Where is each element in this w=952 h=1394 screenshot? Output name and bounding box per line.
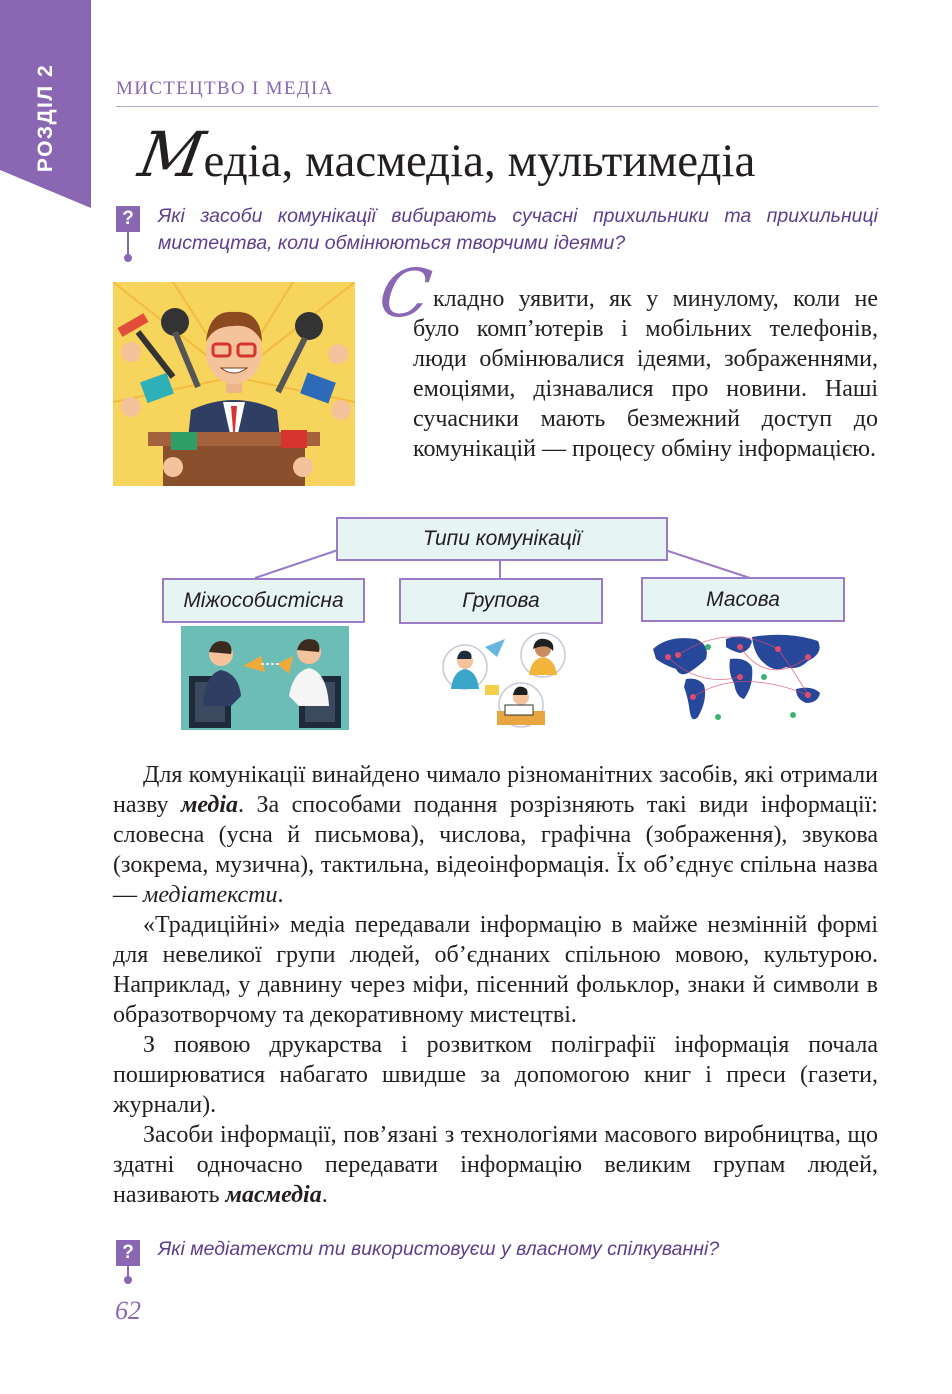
branch-group: Групова xyxy=(399,578,603,624)
question-icon-2: ? xyxy=(116,1240,140,1266)
intro-paragraph xyxy=(413,284,878,464)
branch-mass: Масова xyxy=(641,577,845,622)
main-text xyxy=(113,760,878,1210)
branch-interpersonal: Міжособистісна xyxy=(162,578,365,623)
question-2: Які медіатексти ти використовуєш у власному спілкуванні? xyxy=(158,1238,720,1260)
page-number: 62 xyxy=(115,1296,141,1325)
paragraph-1-part-a: Для комунікації винайдено чимало різноманітних засобів, які отримали назву xyxy=(113,762,878,818)
question-line xyxy=(127,232,129,256)
question-dot xyxy=(124,254,132,262)
paragraph-1-end: . xyxy=(277,882,284,908)
paragraph-3: З появою друкарства і розвитком поліграфії інформація почала поширюватися набагато швидше за допомогою книг і преси (газети, журнали). xyxy=(113,1032,878,1118)
question-icon: ? xyxy=(116,206,140,232)
paragraph-1 xyxy=(113,760,878,910)
paragraph-4 xyxy=(113,1120,878,1210)
dropcap: С xyxy=(374,255,436,332)
page-title xyxy=(133,118,756,191)
title-initial: М xyxy=(133,118,210,191)
question-dot-2 xyxy=(124,1276,132,1284)
interpersonal-illustration xyxy=(181,626,349,730)
paragraph-4-end: . xyxy=(321,1182,328,1208)
press-conference-illustration xyxy=(113,282,355,486)
group-illustration xyxy=(435,627,570,730)
intro-text: кладно уявити, як у минулому, коли не було комп’ютерів і мобільних телефонів, люди обмінювалися ідеями, зображеннями, емоціями, дізнавалися про новини. Наші сучасники мають безмежний доступ до комунікацій — процесу обміну інформацією. xyxy=(413,286,878,462)
section-tab-label: РОЗДІЛ 2 xyxy=(34,63,57,173)
paragraph-1-part-c: . За способами подання розрізняють такі види інформації: словесна (усна й письмова), числова, графічна (зображення), звукова (зокрема, музична), тактильна, відеоінформація. Їх об’єднує спільна назва — xyxy=(113,792,878,908)
term-mediatexts: медіатексти xyxy=(143,882,278,908)
paragraph-2: «Традиційні» медіа передавали інформацію в майже незмінній формі для невеликої групи людей, об’єднаних спільною мовою, культурою. Наприклад, у давнину через міфи, пісенний фольклор, знаки й символи в образотворчому та декоративному мистецтві. xyxy=(113,912,878,1028)
term-media: медіа xyxy=(180,792,239,818)
question-1: Які засоби комунікації вибирають сучасні прихильники та прихильниці мистецтва, коли обмінюються творчими ідеями? xyxy=(158,205,878,254)
term-massmedia: масмедіа xyxy=(225,1182,322,1208)
header-rule xyxy=(116,106,878,107)
running-head: МИСТЕЦТВО І МЕДІА xyxy=(116,78,334,99)
diagram-root-box: Типи комунікації xyxy=(336,517,668,561)
title-text: едіа, масмедіа, мультимедіа xyxy=(203,135,756,187)
mass-illustration xyxy=(648,627,833,730)
paragraph-4-part-a: Засоби інформації, пов’язані з технологіями масового виробництва, що здатні одночасно передавати інформацію великим групам людей, називають xyxy=(113,1122,878,1208)
